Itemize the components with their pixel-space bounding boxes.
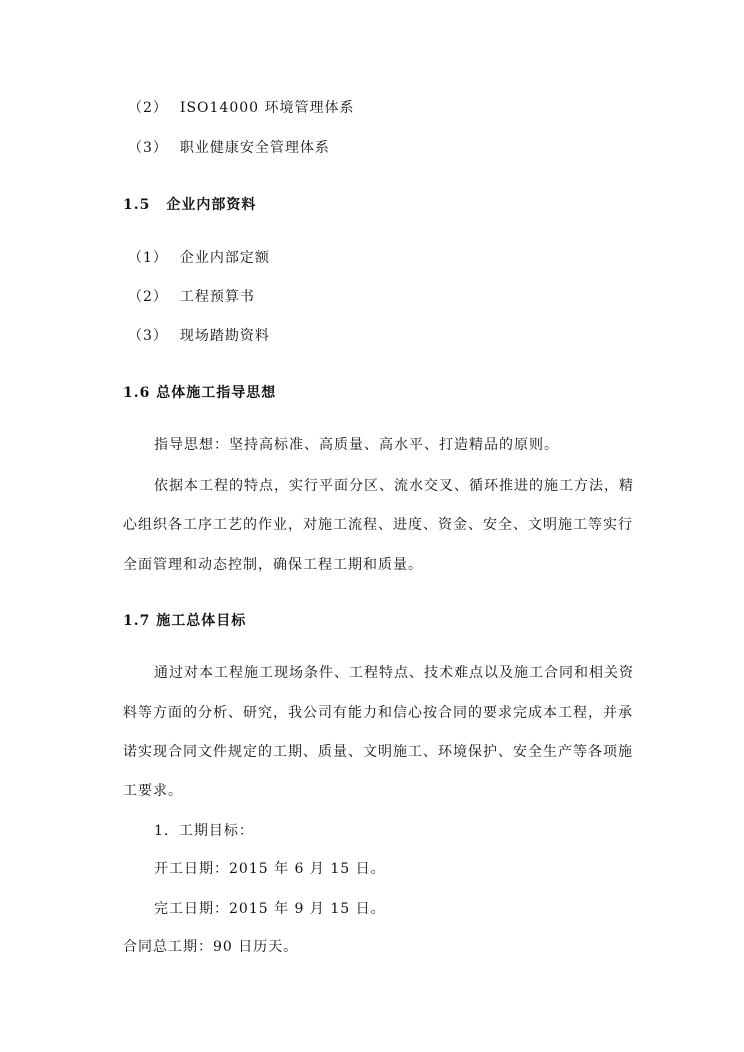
list-item-number: （2） [128,100,168,116]
list-item [128,139,330,157]
paragraph-line: 指导思想：坚持高标准、高质量、高水平、打造精品的原则。 [154,437,559,453]
list-item-number: （1） [128,250,168,266]
list-item-text: ISO14000 环境管理体系 [179,100,355,116]
list-item [128,288,255,306]
list-item [128,327,270,345]
paragraph-line: 依据本工程的特点，实行平面分区、流水交叉、循环推进的施工方法，精 [154,478,634,494]
list-item-number: （3） [128,140,168,156]
list-item-number: （3） [128,328,168,344]
paragraph-line: 诺实现合同文件规定的工期、质量、文明施工、环境保护、安全生产等各项施 [123,744,633,760]
paragraph-line: 料等方面的分析、研究，我公司有能力和信心按合同的要求完成本工程，并承 [123,705,633,721]
section-title: 企业内部资料 [166,197,257,213]
list-item [128,99,355,117]
start-date: 开工日期：2015 年 6 月 15 日。 [154,861,386,877]
paragraph-line: 心组织各工序工艺的作业，对施工流程、进度、资金、安全、文明施工等实行 [123,517,633,533]
total-duration: 合同总工期：90 日历天。 [123,939,299,955]
list-item-text: 现场踏勘资料 [179,328,270,344]
end-date: 完工日期：2015 年 9 月 15 日。 [154,901,386,917]
list-item-number: （2） [128,289,168,305]
list-item-text: 企业内部定额 [179,250,270,266]
section-heading-1-7: 1.7 施工总体目标 [123,613,247,629]
list-item [128,249,270,267]
paragraph-line: 全面管理和动态控制，确保工程工期和质量。 [123,557,423,573]
section-heading-1-6: 1.6 总体施工指导思想 [123,385,277,401]
paragraph-line: 通过对本工程施工现场条件、工程特点、技术难点以及施工合同和相关资 [154,665,634,681]
list-item-text: 职业健康安全管理体系 [179,140,330,156]
section-number: 1.5 [123,197,151,213]
list-item-text: 工程预算书 [179,289,255,305]
paragraph-line: 工要求。 [123,783,183,799]
goal-title: 1．工期目标： [154,823,254,839]
section-heading-1-5 [123,196,256,214]
